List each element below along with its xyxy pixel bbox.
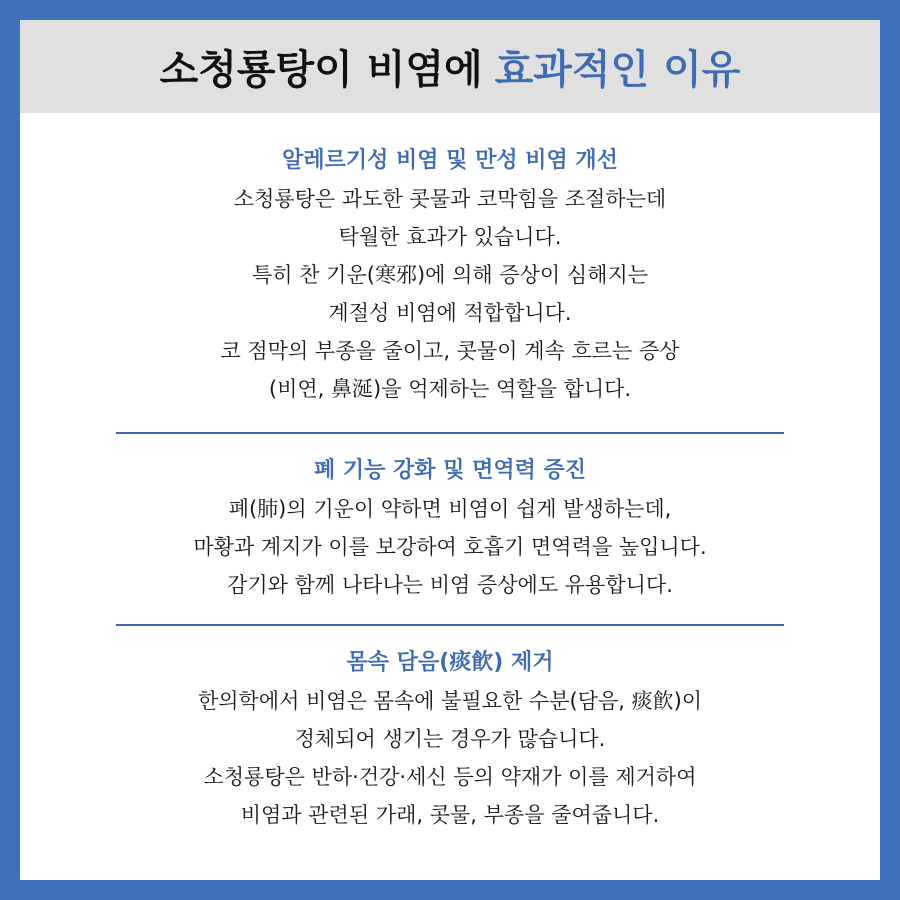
section-title: 알레르기성 비염 및 만성 비염 개선	[282, 148, 618, 173]
section-text-line: 소청룡탕은 반하·건강·세신 등의 약재가 이를 제거하여	[203, 765, 697, 789]
section-text-line: 코 점막의 부종을 줄이고, 콧물이 계속 흐르는 증상	[220, 339, 680, 363]
section-phlegm-removal	[20, 644, 880, 834]
section-divider	[116, 624, 784, 626]
section-text-line: 탁월한 효과가 있습니다.	[338, 225, 562, 249]
section-allergic-rhinitis	[20, 142, 880, 408]
section-text-line: 소청룡탕은 과도한 콧물과 코막힘을 조절하는데	[233, 187, 667, 211]
page-title: 소청룡탕이 비염에	[159, 47, 483, 93]
section-text-line: 감기와 함께 나타나는 비염 증상에도 유용합니다.	[227, 573, 673, 597]
section-text-line: 한의학에서 비염은 몸속에 불필요한 수분(담음, 痰飮)이	[197, 689, 703, 713]
section-divider	[116, 432, 784, 434]
section-text-line: 폐(肺)의 기운이 약하면 비염이 쉽게 발생하는데,	[228, 497, 672, 521]
section-title: 폐 기능 강화 및 면역력 증진	[313, 458, 587, 483]
section-text-line: 계절성 비염에 적합합니다.	[328, 301, 572, 325]
section-text-line: (비연, 鼻涎)을 억제하는 역할을 합니다.	[268, 377, 632, 401]
section-lung-immunity	[20, 452, 880, 604]
page-title-accent: 효과적인 이유	[494, 47, 741, 93]
page-header	[20, 20, 880, 113]
section-title: 몸속 담음(痰飮) 제거	[346, 650, 554, 675]
section-text-line: 특히 찬 기운(寒邪)에 의해 증상이 심해지는	[251, 263, 649, 287]
section-text-line: 정체되어 생기는 경우가 많습니다.	[294, 727, 606, 751]
section-text-line: 비염과 관련된 가래, 콧물, 부종을 줄여줍니다.	[240, 803, 660, 827]
section-text-line: 마황과 계지가 이를 보강하여 호흡기 면역력을 높입니다.	[193, 535, 707, 559]
content-card	[20, 20, 880, 880]
